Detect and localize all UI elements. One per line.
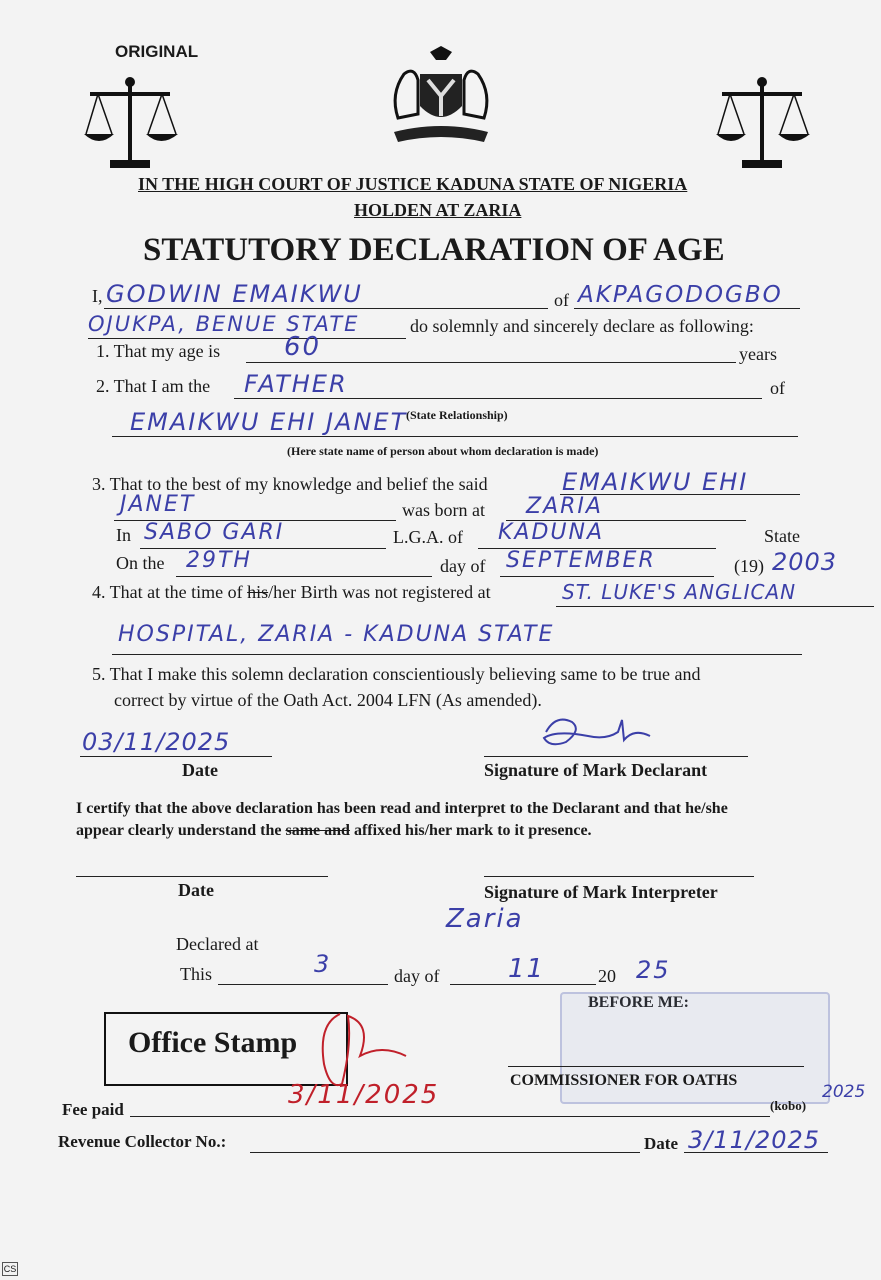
declared-at-label: Declared at [176,934,259,954]
side-year: 2025 [822,1082,866,1102]
court-title: IN THE HIGH COURT OF JUSTICE KADUNA STATE OF NIGERIA [138,174,688,194]
item2-text: 2. That I am the [96,376,211,396]
document-title: STATUTORY DECLARATION OF AGE [143,232,725,268]
declarant-signature-label: Signature of Mark Declarant [484,760,708,780]
item4-text-post: /her Birth was not registered at [268,582,491,602]
scales-of-justice-left-icon [80,72,180,172]
birth-day: 29TH [186,548,252,573]
item5-line2: correct by virtue of the Oath Act. 2004 LFN (As amended). [114,690,542,710]
on-the-label: On the [116,553,165,573]
certify-line2-post: affixed his/her mark to it presence. [349,822,592,839]
years-label: years [739,344,777,364]
hospital-line-2 [112,654,802,655]
declarant-name: GODWIN EMAIKWU [106,280,363,308]
item3-text: 3. That to the best of my knowledge and belief the said [92,474,488,494]
in-label: In [116,525,131,545]
revenue-collector-label: Revenue Collector No.: [58,1132,227,1151]
declarant-name-line [104,308,548,309]
hospital-name-2: HOSPITAL, ZARIA - KADUNA STATE [118,622,555,647]
item4-text [92,582,491,603]
item1-text: 1. That my age is [96,341,221,361]
scanner-mark: CS [3,1264,17,1274]
commissioner-label: COMMISSIONER FOR OATHS [510,1072,738,1089]
declarant-address-1: AKPAGODOGBO [578,282,783,308]
declared-month: 11 [508,954,546,984]
interpreter-signature-label: Signature of Mark Interpreter [484,882,718,902]
certify-line2-pre: appear clearly understand the [76,822,286,839]
in-value: SABO GARI [144,520,285,545]
hospital-name-1: ST. LUKE'S ANGLICAN [562,580,797,604]
hospital-line-1 [556,606,874,607]
age-line [246,362,736,363]
declarant-address-2: OJUKPA, BENUE STATE [88,312,360,336]
in-line [140,548,386,549]
fee-paid-value: 3/11/2025 [288,1080,440,1110]
address-line-1 [574,308,800,309]
relationship-value: FATHER [244,370,348,398]
footer-date-label: Date [644,1134,678,1153]
birth-place: ZARIA [526,494,603,519]
declared-year: 25 [636,956,671,984]
birth-day-line [176,576,432,577]
revenue-collector-line [250,1152,640,1153]
birth-month: SEPTEMBER [506,548,656,573]
item2-of-label: of [770,378,785,398]
before-me-label: BEFORE ME: [588,994,689,1011]
declarant-signature [526,708,676,754]
item5-line1: 5. That I make this solemn declaration conscientiously believing same to be true and [92,664,701,684]
coat-of-arms-icon [380,44,502,148]
item4-text-pre: 4. That at the time of [92,582,248,602]
this-label: This [180,964,213,984]
declared-day: 3 [314,950,332,978]
certify-struck: same and [285,822,350,839]
item4-struck-word: his [247,582,269,602]
lga-label: L.G.A. of [393,527,463,547]
certify-line2 [76,822,592,840]
address-line-2 [88,338,406,339]
declared-year-prefix: 20 [598,966,616,986]
interpreter-date-line [76,876,328,877]
person-hint: (Here state name of person about whom declaration is made) [287,444,599,458]
lga-value: KADUNA [498,520,605,545]
date-label: Date [182,760,218,780]
declarant-of-label: of [554,290,569,310]
declarant-signature-line [484,756,748,757]
office-stamp-label: Office Stamp [128,1026,298,1059]
relationship-line [234,398,762,399]
person-name: EMAIKWU EHI JANET [130,408,408,436]
year-prefix: (19) [734,556,764,576]
birth-year: 2003 [772,548,838,576]
declaration-date: 03/11/2025 [82,728,231,756]
age-value: 60 [284,332,322,362]
subject-name-part2: JANET [120,492,196,517]
interpreter-date-label: Date [178,880,214,900]
declared-day-line [218,984,388,985]
declare-text: do solemnly and sincerely declare as following: [410,316,754,336]
birth-month-line [500,576,714,577]
born-at-label: was born at [402,500,485,520]
declared-at-value: Zaria [446,904,524,934]
kobo-label: (kobo) [770,1098,807,1113]
holden-at: HOLDEN AT ZARIA [354,200,522,220]
declared-month-line [450,984,596,985]
subject-name-part1: EMAIKWU EHI [562,468,749,496]
person-line [112,436,798,437]
date-line [80,756,272,757]
commissioner-line [508,1066,804,1067]
footer-date-value: 3/11/2025 [688,1126,821,1154]
fee-paid-line [130,1116,770,1117]
footer-date-line [684,1152,828,1153]
fee-paid-label: Fee paid [62,1100,124,1119]
declared-day-of-label: day of [394,966,440,986]
certify-line1: I certify that the above declaration has been read and interpret to the Declarant and that he/she [76,800,728,817]
scales-of-justice-right-icon [712,72,812,172]
declarant-prefix: I, [92,286,103,306]
original-label: ORIGINAL [115,42,199,61]
day-of-label: day of [440,556,486,576]
state-label: State [764,526,800,546]
interpreter-signature-line [484,876,754,877]
state-relationship-label: (State Relationship) [406,408,508,422]
